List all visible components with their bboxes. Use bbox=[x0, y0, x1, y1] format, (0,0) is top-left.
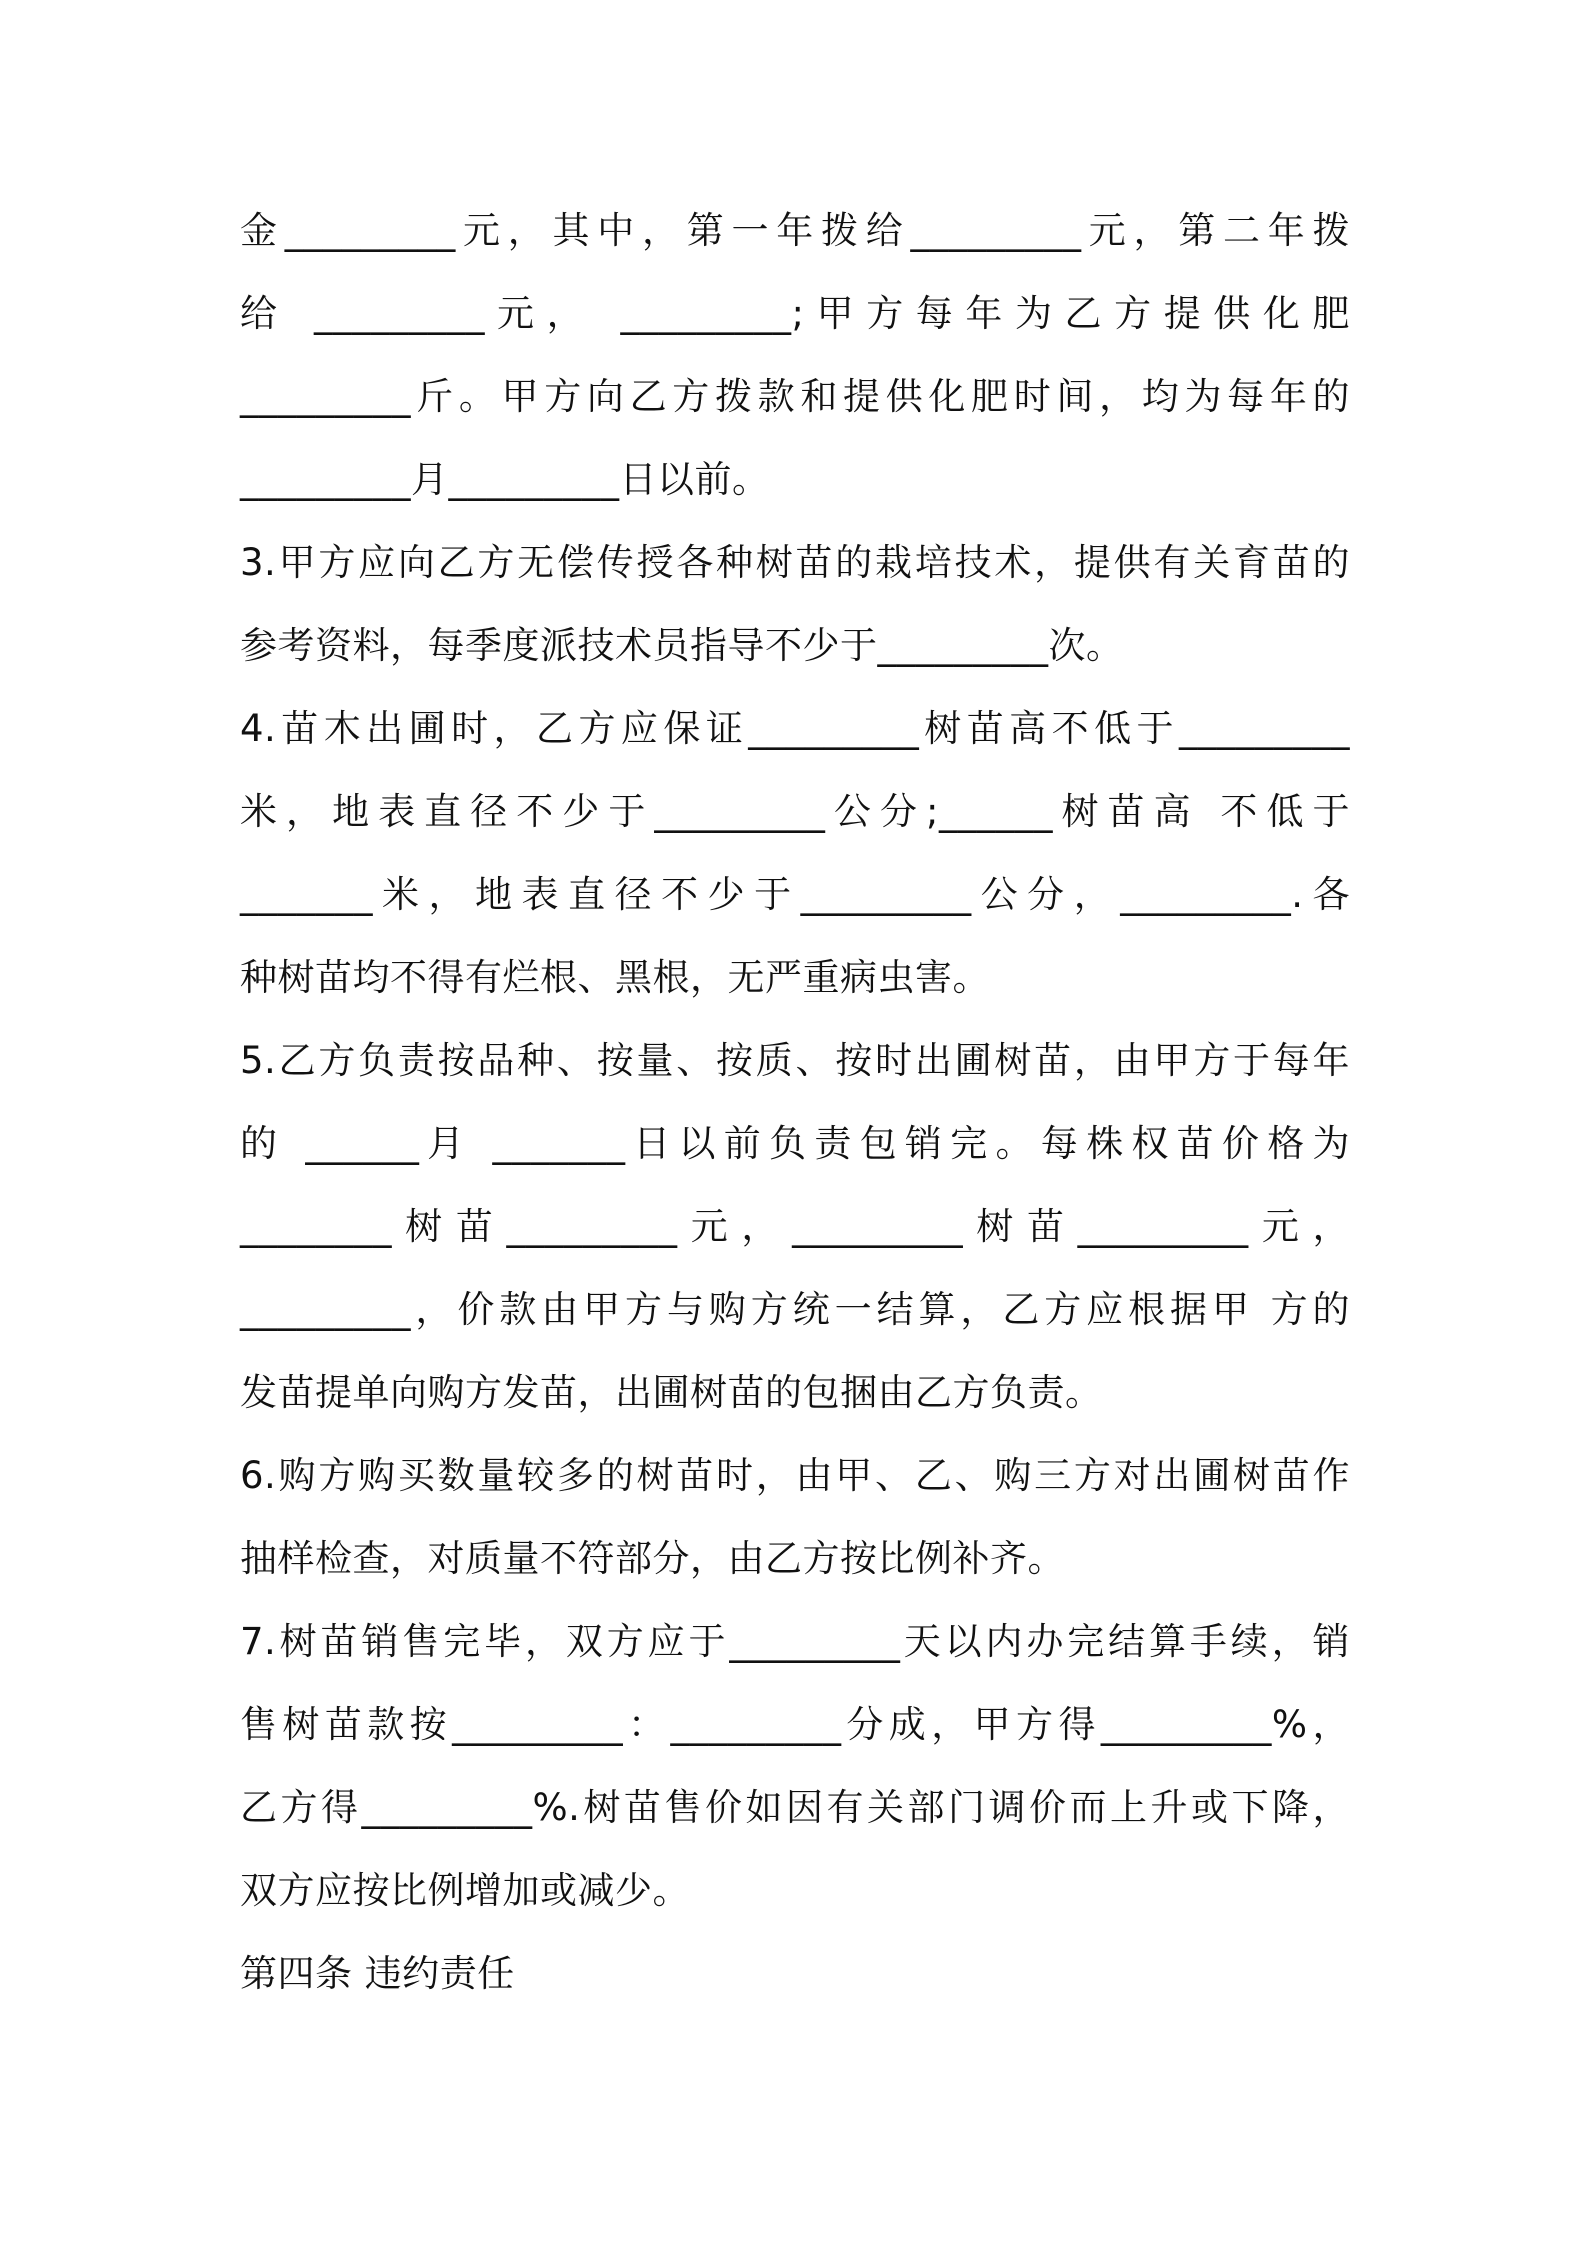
text-line: _________，价款由甲方与购方统一结算，乙方应根据甲 方的 bbox=[240, 1288, 1350, 1331]
text-line: 6.购方购买数量较多的树苗时，由甲、乙、购三方对出圃树苗作 bbox=[240, 1454, 1350, 1497]
text-line: _________月_________日以前。 bbox=[240, 458, 770, 501]
text-line: ________树苗_________元，_________树苗_________元， bbox=[240, 1205, 1350, 1248]
text-line: 售树苗款按_________：_________分成，甲方得_________%， bbox=[240, 1703, 1350, 1746]
text-line: 3.甲方应向乙方无偿传授各种树苗的栽培技术，提供有关育苗的 bbox=[240, 541, 1350, 584]
text-line: 抽样检查，对质量不符部分，由乙方按比例补齐。 bbox=[240, 1537, 1065, 1580]
text-line: 双方应按比例增加或减少。 bbox=[240, 1869, 690, 1912]
text-line: 乙方得_________%.树苗售价如因有关部门调价而上升或下降， bbox=[240, 1786, 1350, 1829]
text-line: 7.树苗销售完毕，双方应于_________天以内办完结算手续，销 bbox=[240, 1620, 1350, 1663]
text-line: 5.乙方负责按品种、按量、按质、按时出圃树苗，由甲方于每年 bbox=[240, 1039, 1350, 1082]
text-line: _______米，地表直径不少于_________公分，_________.各 bbox=[240, 873, 1350, 916]
text-line: _________斤。甲方向乙方拨款和提供化肥时间，均为每年的 bbox=[240, 375, 1350, 418]
text-line: 米，地表直径不少于_________公分;______树苗高 不低于 bbox=[240, 790, 1350, 833]
text-line: 金_________元，其中，第一年拨给_________元，第二年拨 bbox=[240, 209, 1350, 252]
text-line: 种树苗均不得有烂根、黑根，无严重病虫害。 bbox=[240, 956, 990, 999]
text-line: 给 _________元， _________;甲方每年为乙方提供化肥 bbox=[240, 292, 1350, 335]
text-line: 参考资料，每季度派技术员指导不少于_________次。 bbox=[240, 624, 1124, 667]
text-line: 4.苗木出圃时，乙方应保证_________树苗高不低于_________ bbox=[240, 707, 1350, 750]
text-line: 的 ______月 _______日以前负责包销完。每株权苗价格为 bbox=[240, 1122, 1350, 1165]
section-heading: 第四条 违约责任 bbox=[240, 1952, 515, 1995]
text-line: 发苗提单向购方发苗，出圃树苗的包捆由乙方负责。 bbox=[240, 1371, 1103, 1414]
